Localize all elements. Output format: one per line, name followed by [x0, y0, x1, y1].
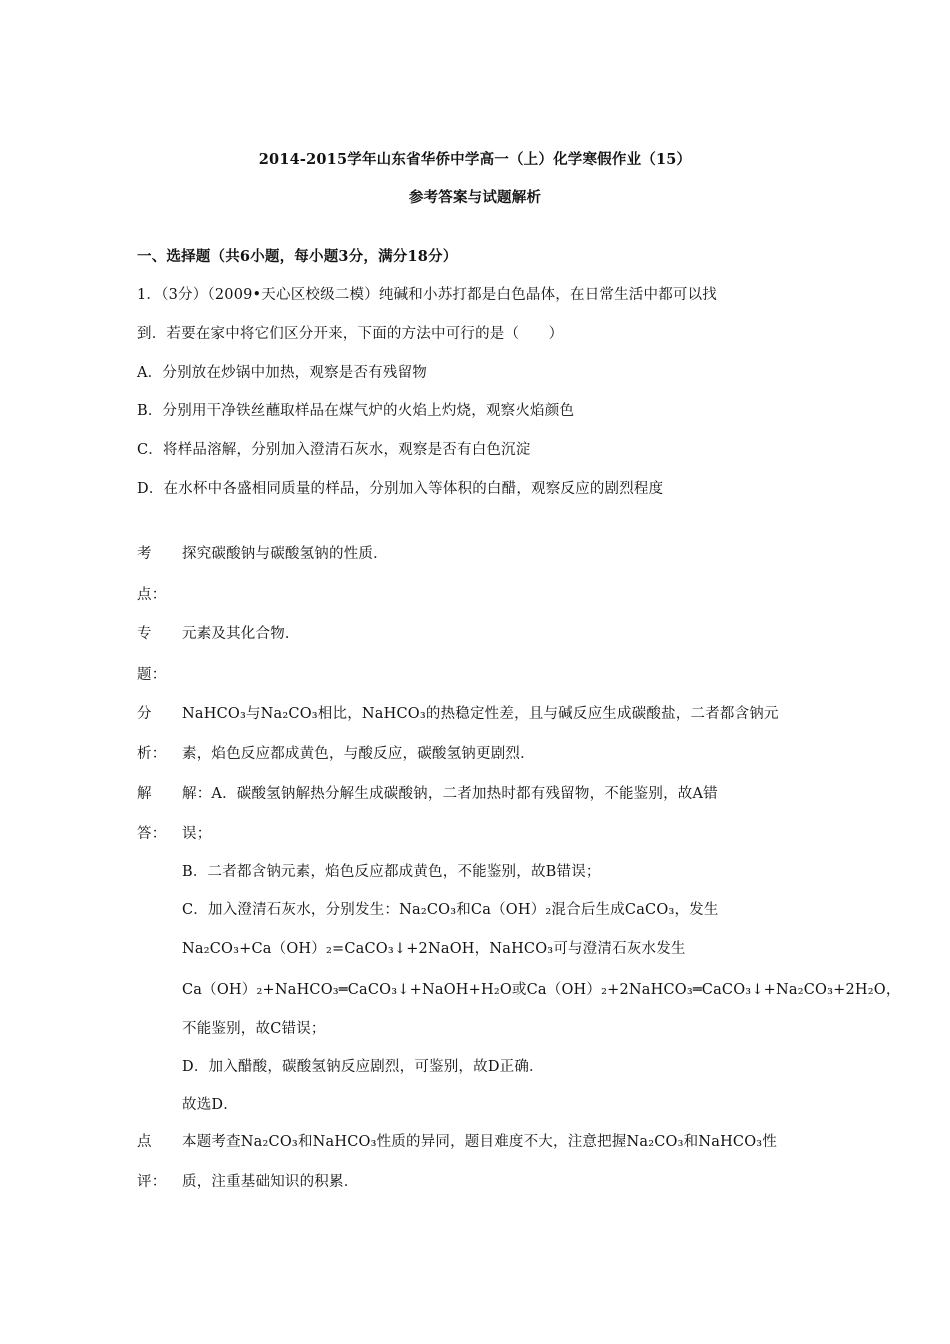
jieda-line-4: C．加入澄清石灰水，分别发生：Na₂CO₃和Ca（OH）₂混合后生成CaCO₃，发生	[182, 902, 719, 918]
dianping-line-1: 本题考查Na₂CO₃和NaHCO₃性质的异同，题目难度不大，注意把握Na₂CO₃和NaHCO₃性	[182, 1134, 778, 1150]
fenxi-label-2: 析：	[137, 746, 167, 762]
zhuanti-text: 元素及其化合物．	[182, 626, 300, 642]
kaodian-label-2: 点：	[137, 587, 167, 603]
option-b: B．分别用干净铁丝蘸取样品在煤气炉的火焰上灼烧，观察火焰颜色	[137, 403, 575, 419]
zhuanti-label-1: 专	[137, 626, 152, 642]
option-d: D．在水杯中各盛相同质量的样品，分别加入等体积的白醋，观察反应的剧烈程度	[137, 481, 664, 497]
jieda-line-5: Na₂CO₃+Ca（OH）₂=CaCO₃↓+2NaOH，NaHCO₃可与澄清石灰水发生	[182, 941, 686, 957]
document-title: 2014-2015学年山东省华侨中学高一（上）化学寒假作业（15）	[258, 151, 692, 168]
document-subtitle: 参考答案与试题解析	[408, 189, 542, 206]
dianping-label-1: 点	[137, 1134, 152, 1150]
jieda-label-2: 答：	[137, 826, 167, 842]
dianping-line-2: 质，注重基础知识的积累．	[182, 1174, 359, 1190]
jieda-line-2: 误；	[182, 826, 212, 842]
question-text-line-2: 到．若要在家中将它们区分开来，下面的方法中可行的是（ ）	[137, 326, 564, 342]
fenxi-line-2: 素，焰色反应都成黄色，与酸反应，碳酸氢钠更剧烈．	[182, 746, 535, 762]
fenxi-label-1: 分	[137, 706, 152, 722]
jieda-line-3: B．二者都含钠元素，焰色反应都成黄色，不能鉴别，故B错误；	[182, 864, 601, 880]
kaodian-label-1: 考	[137, 546, 152, 562]
dianping-label-2: 评：	[137, 1174, 167, 1190]
jieda-line-8: D．加入醋酸，碳酸氢钠反应剧烈，可鉴别，故D正确．	[182, 1059, 544, 1075]
fenxi-line-1: NaHCO₃与Na₂CO₃相比，NaHCO₃的热稳定性差，且与碱反应生成碳酸盐，二者都含钠元	[182, 706, 779, 722]
option-a: A．分别放在炒锅中加热，观察是否有残留物	[137, 365, 427, 381]
jieda-line-7: 不能鉴别，故C错误；	[182, 1021, 326, 1037]
jieda-line-1: 解：A．碳酸氢钠解热分解生成碳酸钠，二者加热时都有残留物，不能鉴别，故A错	[182, 786, 718, 802]
kaodian-text: 探究碳酸钠与碳酸氢钠的性质．	[182, 546, 388, 562]
zhuanti-label-2: 题：	[137, 667, 167, 683]
section-heading: 一、选择题（共6小题，每小题3分，满分18分）	[137, 248, 458, 265]
jieda-label-1: 解	[137, 786, 152, 802]
question-text-line-1: 1．（3分）（2009•天心区校级二模）纯碱和小苏打都是白色晶体，在日常生活中都可以找	[137, 287, 718, 303]
jieda-line-6: Ca（OH）₂+NaHCO₃═CaCO₃↓+NaOH+H₂O或Ca（OH）₂+2NaHCO₃═CaCO₃↓+Na₂CO₃+2H₂O，	[182, 982, 901, 998]
option-c: C．将样品溶解，分别加入澄清石灰水，观察是否有白色沉淀	[137, 442, 531, 458]
jieda-line-9: 故选D．	[182, 1097, 238, 1113]
